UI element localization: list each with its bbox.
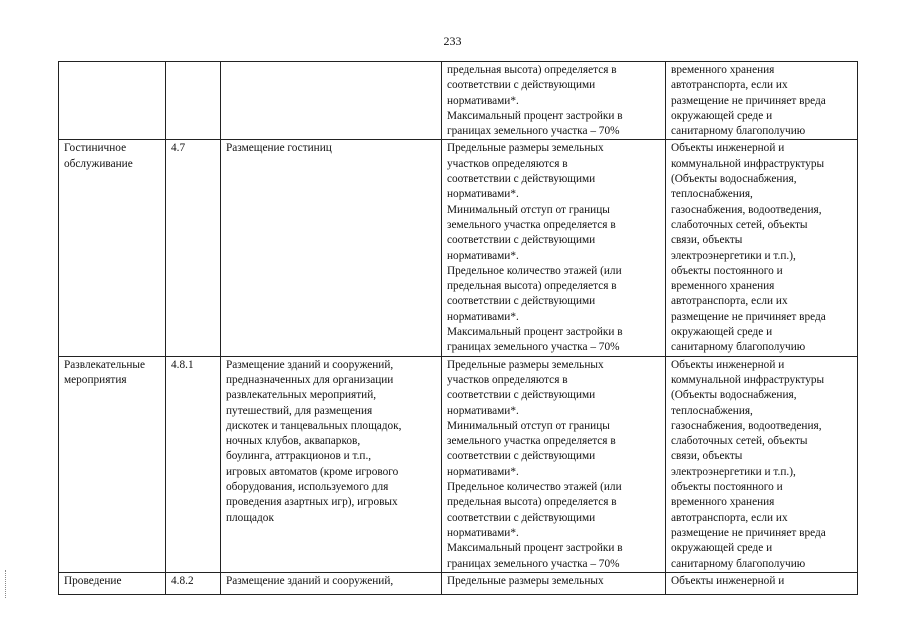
cell-description bbox=[221, 140, 442, 356]
cell-text-line: Гостиничное bbox=[64, 142, 127, 155]
cell-text-line: соответствии с действующими bbox=[447, 79, 596, 92]
cell-text-line: Максимальный процент застройки в bbox=[447, 542, 623, 555]
cell-text-line: нормативами*. bbox=[447, 94, 519, 107]
cell-text-line: автотранспорта, если их bbox=[671, 511, 788, 524]
cell-text-line: Максимальный процент застройки в bbox=[447, 326, 623, 339]
cell-text-line: боулинга, аттракционов и т.п., bbox=[226, 450, 372, 463]
cell-text-line: 4.7 bbox=[171, 142, 186, 155]
cell-text-line: теплоснабжения, bbox=[671, 404, 753, 417]
cell-text-line: игровых автоматов (кроме игрового bbox=[226, 465, 399, 478]
cell-text-line: слаботочных сетей, объекты bbox=[671, 435, 808, 448]
cell-text-line: автотранспорта, если их bbox=[671, 79, 788, 92]
cell-text-line: окружающей среде и bbox=[671, 542, 773, 555]
cell-text-line: теплоснабжения, bbox=[671, 188, 753, 201]
cell-text-line: развлекательных мероприятий, bbox=[226, 389, 377, 402]
cell-text-line: объекты постоянного и bbox=[671, 264, 783, 277]
cell-text-line: соответствии с действующими bbox=[447, 173, 596, 186]
cell-code bbox=[166, 62, 221, 140]
cell-name bbox=[59, 356, 166, 572]
cell-text-line: нормативами*. bbox=[447, 404, 519, 417]
cell-text-line: (Объекты водоснабжения, bbox=[671, 173, 797, 186]
land-use-table bbox=[58, 61, 858, 595]
cell-text-line: оборудования, используемого для bbox=[226, 481, 389, 494]
cell-text-line: связи, объекты bbox=[671, 234, 743, 247]
cell-text-line: предельная высота) определяется в bbox=[447, 496, 617, 509]
cell-text-line: нормативами*. bbox=[447, 465, 519, 478]
cell-text-line: размещение не причиняет вреда bbox=[671, 526, 826, 539]
cell-text-line: Предельное количество этажей (или bbox=[447, 481, 622, 494]
cell-text-line: связи, объекты bbox=[671, 450, 743, 463]
cell-text-line: газоснабжения, водоотведения, bbox=[671, 419, 822, 432]
cell-description bbox=[221, 356, 442, 572]
cell-text-line: временного хранения bbox=[671, 496, 775, 509]
cell-text-line: санитарному благополучию bbox=[671, 341, 806, 354]
cell-code bbox=[166, 140, 221, 356]
cell-description bbox=[221, 62, 442, 140]
cell-text-line: газоснабжения, водоотведения, bbox=[671, 203, 822, 216]
cell-text-line: нормативами*. bbox=[447, 249, 519, 262]
cell-text-line: коммунальной инфраструктуры bbox=[671, 373, 825, 386]
cell-text-line: соответствии с действующими bbox=[447, 234, 596, 247]
cell-parameters bbox=[442, 62, 666, 140]
cell-text-line: санитарному благополучию bbox=[671, 125, 806, 138]
cell-text-line: коммунальной инфраструктуры bbox=[671, 157, 825, 170]
cell-parameters bbox=[442, 356, 666, 572]
table-row bbox=[59, 140, 858, 356]
cell-text-line: путешествий, для размещения bbox=[226, 404, 373, 417]
cell-text-line: объекты постоянного и bbox=[671, 481, 783, 494]
cell-text-line: земельного участка определяется в bbox=[447, 435, 616, 448]
cell-text-line: Объекты инженерной и bbox=[671, 574, 785, 587]
cell-text-line: Предельное количество этажей (или bbox=[447, 264, 622, 277]
cell-text-line: Размещение зданий и сооружений, bbox=[226, 574, 394, 587]
page-number: 233 bbox=[443, 34, 462, 48]
cell-text-line: окружающей среде и bbox=[671, 326, 773, 339]
cell-description bbox=[221, 572, 442, 594]
cell-text-line: электроэнергетики и т.п.), bbox=[671, 249, 796, 262]
cell-text-line: границах земельного участка – 70% bbox=[447, 557, 620, 570]
cell-text-line: Минимальный отступ от границы bbox=[447, 203, 610, 216]
cell-text-line: Предельные размеры земельных bbox=[447, 142, 604, 155]
cell-text-line: земельного участка определяется в bbox=[447, 218, 616, 231]
cell-text-line: автотранспорта, если их bbox=[671, 295, 788, 308]
cell-text-line: Предельные размеры земельных bbox=[447, 574, 604, 587]
scan-edge-mark bbox=[5, 570, 8, 598]
cell-text-line: мероприятия bbox=[64, 373, 127, 386]
table-body bbox=[59, 62, 858, 595]
cell-text-line: дискотек и танцевальных площадок, bbox=[226, 419, 402, 432]
cell-parameters bbox=[442, 140, 666, 356]
cell-text-line: Объекты инженерной и bbox=[671, 142, 785, 155]
cell-name bbox=[59, 140, 166, 356]
cell-text-line: окружающей среде и bbox=[671, 109, 773, 122]
cell-name bbox=[59, 572, 166, 594]
cell-text-line: Размещение зданий и сооружений, bbox=[226, 358, 394, 371]
cell-text-line: Максимальный процент застройки в bbox=[447, 109, 623, 122]
cell-text-line: соответствии с действующими bbox=[447, 389, 596, 402]
cell-text-line: (Объекты водоснабжения, bbox=[671, 389, 797, 402]
cell-text-line: размещение не причиняет вреда bbox=[671, 94, 826, 107]
cell-text-line: участков определяются в bbox=[447, 157, 568, 170]
cell-auxiliary bbox=[666, 140, 858, 356]
cell-text-line: санитарному благополучию bbox=[671, 557, 806, 570]
cell-code bbox=[166, 356, 221, 572]
cell-parameters bbox=[442, 572, 666, 594]
cell-text-line: Проведение bbox=[64, 574, 122, 587]
cell-text-line: границах земельного участка – 70% bbox=[447, 125, 620, 138]
cell-text-line: нормативами*. bbox=[447, 188, 519, 201]
cell-text-line: соответствии с действующими bbox=[447, 295, 596, 308]
cell-text-line: участков определяются в bbox=[447, 373, 568, 386]
cell-text-line: предельная высота) определяется в bbox=[447, 64, 617, 76]
cell-text-line: ночных клубов, аквапарков, bbox=[226, 435, 361, 448]
cell-text-line: временного хранения bbox=[671, 64, 775, 76]
cell-text-line: Размещение гостиниц bbox=[226, 142, 332, 155]
cell-text-line: обслуживание bbox=[64, 157, 133, 170]
cell-text-line: слаботочных сетей, объекты bbox=[671, 218, 808, 231]
cell-text-line: нормативами*. bbox=[447, 310, 519, 323]
cell-text-line: предназначенных для организации bbox=[226, 373, 394, 386]
cell-text-line: Развлекательные bbox=[64, 358, 146, 371]
table-row bbox=[59, 572, 858, 594]
cell-text-line: границах земельного участка – 70% bbox=[447, 341, 620, 354]
cell-text-line: соответствии с действующими bbox=[447, 450, 596, 463]
cell-text-line: 4.8.1 bbox=[171, 358, 194, 371]
cell-text-line: проведения азартных игр), игровых bbox=[226, 496, 398, 509]
cell-text-line: временного хранения bbox=[671, 280, 775, 293]
cell-text-line: Минимальный отступ от границы bbox=[447, 419, 610, 432]
cell-code bbox=[166, 572, 221, 594]
cell-auxiliary bbox=[666, 62, 858, 140]
cell-auxiliary bbox=[666, 572, 858, 594]
cell-text-line: Объекты инженерной и bbox=[671, 358, 785, 371]
cell-text-line: электроэнергетики и т.п.), bbox=[671, 465, 796, 478]
cell-text-line: соответствии с действующими bbox=[447, 511, 596, 524]
cell-auxiliary bbox=[666, 356, 858, 572]
cell-text-line: предельная высота) определяется в bbox=[447, 280, 617, 293]
cell-text-line: Предельные размеры земельных bbox=[447, 358, 604, 371]
cell-text-line: нормативами*. bbox=[447, 526, 519, 539]
cell-text-line: 4.8.2 bbox=[171, 574, 194, 587]
cell-text-line: площадок bbox=[226, 511, 274, 524]
cell-name bbox=[59, 62, 166, 140]
table-row bbox=[59, 62, 858, 140]
cell-text-line: размещение не причиняет вреда bbox=[671, 310, 826, 323]
table-row bbox=[59, 356, 858, 572]
